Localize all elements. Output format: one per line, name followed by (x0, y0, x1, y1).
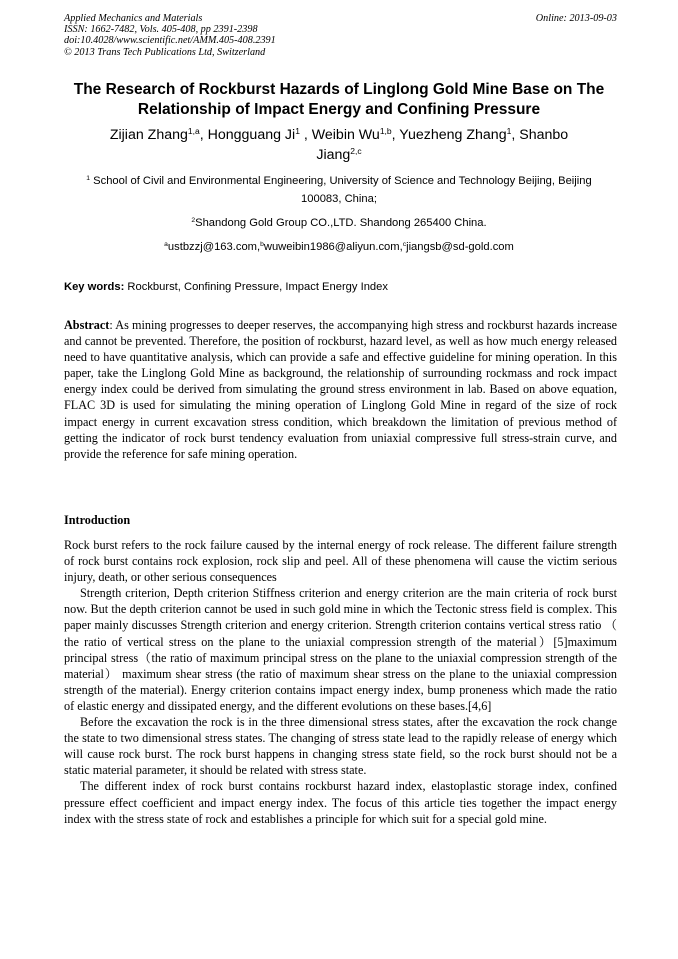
keywords (64, 279, 617, 295)
abstract-label: Abstract (64, 318, 110, 332)
author-list (90, 125, 588, 165)
paragraph: The different index of rock burst contains rockburst hazard index, elastoplastic storage index, confined pressure effect coefficient and impact energy index. The focus of this article ties together the impact energy index with the stress state of rock and establishes a principle for which suit for a special gold mine. (64, 779, 617, 826)
author-name: Zijian Zhang (109, 127, 188, 143)
email-link[interactable]: wuweibin1986@aliyun.com, (263, 241, 403, 253)
online-date: Online: 2013-09-03 (535, 13, 617, 24)
author-emails: $^a$ustbzzj@163.com,$^b$wuweibin1986@aliyun.com,$^c$jiangsb@sd-gold.com (164, 240, 514, 253)
paragraph: Before the excavation the rock is in the three dimensional stress states, after the excavation the rock change the state to two dimensional stress states. The changing of stress state lead to the rapidly release of energy which will cause rock burst. The rock burst happens in changing stress state field, so the rock burst should not be a static material parameter, it should be related with stress state. (64, 715, 617, 778)
keywords-label: Key words: (64, 281, 125, 293)
author-name: Shanbo Jiang (316, 127, 569, 163)
paragraph: Rock burst refers to the rock failure caused by the internal energy of rock release. The different failure strength of rock burst contains rock explosion, rock slip and peel. All of these phenomena will cause the victim serious injury, death, or other serious consequences (64, 538, 617, 585)
affiliation-2: $^2$Shandong Gold Group CO.,LTD. Shandong 265400 China. (191, 216, 487, 229)
email-link[interactable]: ustbzzj@163.com, (167, 241, 261, 253)
author: Zijian Zhang$^{1,a}$, (109, 125, 208, 143)
section-heading-introduction: Introduction (64, 513, 131, 527)
doi-line: doi:10.4028/www.scientific.net/AMM.405-408.2391 (64, 35, 276, 47)
author-name: Weibin Wu (311, 127, 380, 143)
author-name: Yuezheng Zhang (399, 127, 507, 143)
abstract (64, 317, 617, 462)
author: Weibin Wu$^{1,b}$, (311, 125, 400, 143)
author-name: Hongguang Ji (207, 127, 296, 143)
author: Hongguang Ji$^1$ , (207, 125, 312, 143)
journal-header (64, 13, 617, 58)
author-affiliation-mark: 1 (295, 125, 300, 136)
introduction-body (64, 537, 617, 827)
paragraph: Strength criterion, Depth criterion Stiffness criterion and energy criterion are the main criteria of rock burst now. But the depth criterion cannot be used in such gold mine in which the Tectonic stress field is complex. This paper mainly discusses Strength criterion and energy criterion. Strength criterion contains vertical stress ratio （ the ratio of vertical stress on the plane to the uniaxial compression strength of the material）[5]maximum principal stress（the ratio of maximum principal stress on the plane to the uniaxial compression strength of the material） maximum shear stress (the ratio of maximum shear stress on the plane to the uniaxial compression strength of the material). Energy criterion contains impact energy index, bump proneness which made the ratio of elastic energy and dissipated energy, and the different evolutions on these bases.[4,6] (64, 586, 617, 713)
author-affiliation-mark: 1,b (379, 125, 392, 136)
keywords-text: Rockburst, Confining Pressure, Impact Energy Index (127, 281, 388, 293)
affiliation-1: $^1$ School of Civil and Environmental Engineering, University of Science and Technology Beijing, Beijing 100083, China; (86, 174, 592, 205)
author-affiliation-mark: 2,c (350, 145, 362, 156)
issn-line: ISSN: 1662-7482, Vols. 405-408, pp 2391-2398 (64, 24, 258, 36)
journal-name: Applied Mechanics and Materials (64, 13, 203, 24)
author-affiliation-mark: 1,a (187, 125, 200, 136)
author-affiliation-mark: 1 (506, 125, 512, 136)
copyright-line: © 2013 Trans Tech Publications Ltd, Switzerland (64, 46, 266, 58)
paper-title: The Research of Rockburst Hazards of Linglong Gold Mine Base on The Relationship of Impact Energy and Confining Pressure (73, 81, 605, 118)
email-link[interactable]: jiangsb@sd-gold.com (406, 241, 514, 253)
author: Yuezheng Zhang$^1$, (399, 125, 516, 143)
abstract-text: : As mining progresses to deeper reserves, the accompanying high stress and rockburst hazards increase and cannot be prevented. Therefore, the position of rockburst, hazard level, as well as how much energy released need to have quantitative analysis, which can provide a safe and effective guideline for mining operation. In this paper, take the Linglong Gold Mine as background, the relationship of surrounding rockmass and rock impact energy index could be derived from simulating the ground stress environment in lab. Based on above equation, FLAC 3D is used for simulating the mining operation of Linglong Gold Mine in regard of the size of rock impact energy in current excavation stress condition, which breakdown the limitation of previous method of getting the indicator of rock burst tendency evaluation from uniaxial compressive full stress-strain curve, and provide the reference for safe mining operation. (64, 318, 617, 461)
